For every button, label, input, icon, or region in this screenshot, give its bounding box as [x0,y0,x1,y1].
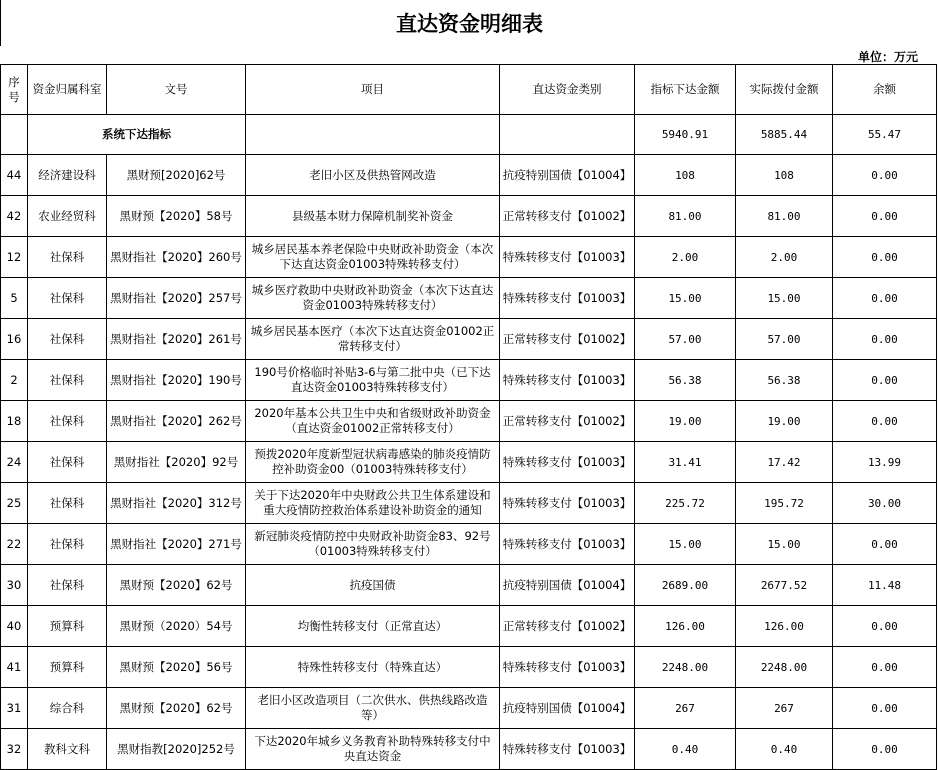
cell-no: 32 [1,729,28,770]
cell-balance: 30.00 [833,483,937,524]
cell-category: 特殊转移支付【01003】 [500,647,635,688]
summary-blank [1,115,28,155]
cell-item: 抗疫国债 [246,565,500,606]
cell-doc: 黑财指社【2020】260号 [107,237,246,278]
cell-category: 正常转移支付【01002】 [500,196,635,237]
cell-balance: 0.00 [833,237,937,278]
cell-balance: 0.00 [833,196,937,237]
cell-paid: 57.00 [736,319,833,360]
cell-item: 老旧小区及供热管网改造 [246,155,500,196]
cell-issued: 56.38 [635,360,736,401]
cell-item: 均衡性转移支付（正常直达） [246,606,500,647]
cell-dept: 经济建设科 [28,155,107,196]
cell-item: 老旧小区改造项目（二次供水、供热线路改造等） [246,688,500,729]
cell-dept: 社保科 [28,237,107,278]
header-item: 项目 [246,65,500,115]
cell-issued: 225.72 [635,483,736,524]
table-row [1,237,937,278]
cell-doc: 黑财预（2020）54号 [107,606,246,647]
cell-no: 5 [1,278,28,319]
cell-issued: 2.00 [635,237,736,278]
cell-balance: 0.00 [833,647,937,688]
cell-no: 31 [1,688,28,729]
table-row [1,606,937,647]
cell-category: 抗疫特别国债【01004】 [500,688,635,729]
cell-category: 特殊转移支付【01003】 [500,483,635,524]
cell-balance: 0.00 [833,401,937,442]
cell-doc: 黑财预【2020】62号 [107,565,246,606]
cell-category: 特殊转移支付【01003】 [500,524,635,565]
cell-doc: 黑财指社【2020】257号 [107,278,246,319]
cell-doc: 黑财指社【2020】261号 [107,319,246,360]
cell-dept: 社保科 [28,524,107,565]
header-no: 序号 [1,65,28,115]
cell-item: 190号价格临时补贴3-6与第二批中央（已下达直达资金01003特殊转移支付） [246,360,500,401]
header-paid: 实际拨付金额 [736,65,833,115]
cell-no: 24 [1,442,28,483]
funds-table [0,64,937,770]
table-row [1,647,937,688]
cell-issued: 2248.00 [635,647,736,688]
cell-balance: 13.99 [833,442,937,483]
cell-no: 2 [1,360,28,401]
cell-balance: 0.00 [833,524,937,565]
summary-category-blank [500,115,635,155]
table-row [1,401,937,442]
cell-no: 25 [1,483,28,524]
cell-doc: 黑财指社【2020】190号 [107,360,246,401]
table-row [1,319,937,360]
cell-no: 12 [1,237,28,278]
cell-issued: 2689.00 [635,565,736,606]
cell-doc: 黑财指教[2020]252号 [107,729,246,770]
cell-paid: 17.42 [736,442,833,483]
cell-doc: 黑财指社【2020】312号 [107,483,246,524]
cell-category: 特殊转移支付【01003】 [500,278,635,319]
table-row [1,688,937,729]
cell-paid: 195.72 [736,483,833,524]
header-dept: 资金归属科室 [28,65,107,115]
cell-item: 关于下达2020年中央财政公共卫生体系建设和重大疫情防控救治体系建设补助资金的通知 [246,483,500,524]
cell-dept: 社保科 [28,483,107,524]
cell-issued: 15.00 [635,278,736,319]
cell-paid: 126.00 [736,606,833,647]
table-row [1,442,937,483]
cell-item: 城乡居民基本养老保险中央财政补助资金（本次下达直达资金01003特殊转移支付） [246,237,500,278]
cell-category: 正常转移支付【01002】 [500,319,635,360]
cell-dept: 社保科 [28,565,107,606]
cell-doc: 黑财指社【2020】92号 [107,442,246,483]
cell-paid: 81.00 [736,196,833,237]
cell-doc: 黑财预【2020】56号 [107,647,246,688]
cell-category: 抗疫特别国债【01004】 [500,155,635,196]
cell-no: 40 [1,606,28,647]
cell-balance: 0.00 [833,155,937,196]
cell-no: 22 [1,524,28,565]
cell-doc: 黑财预【2020】62号 [107,688,246,729]
cell-item: 城乡居民基本医疗（本次下达直达资金01002正常转移支付） [246,319,500,360]
cell-item: 特殊性转移支付（特殊直达） [246,647,500,688]
cell-category: 特殊转移支付【01003】 [500,237,635,278]
cell-paid: 0.40 [736,729,833,770]
cell-paid: 56.38 [736,360,833,401]
summary-row [1,115,937,155]
cell-category: 正常转移支付【01002】 [500,401,635,442]
cell-dept: 教科文科 [28,729,107,770]
cell-item: 2020年基本公共卫生中央和省级财政补助资金（直达资金01002正常转移支付） [246,401,500,442]
cell-balance: 11.48 [833,565,937,606]
cell-balance: 0.00 [833,360,937,401]
table-row [1,565,937,606]
header-issued: 指标下达金额 [635,65,736,115]
cell-category: 特殊转移支付【01003】 [500,729,635,770]
cell-issued: 15.00 [635,524,736,565]
table-row [1,278,937,319]
cell-category: 特殊转移支付【01003】 [500,360,635,401]
cell-issued: 19.00 [635,401,736,442]
table-row [1,155,937,196]
cell-dept: 社保科 [28,401,107,442]
cell-issued: 108 [635,155,736,196]
cell-paid: 15.00 [736,278,833,319]
summary-item-blank [246,115,500,155]
cell-paid: 19.00 [736,401,833,442]
cell-paid: 2.00 [736,237,833,278]
cell-balance: 0.00 [833,729,937,770]
summary-issued: 5940.91 [635,115,736,155]
summary-balance: 55.47 [833,115,937,155]
cell-paid: 15.00 [736,524,833,565]
cell-issued: 0.40 [635,729,736,770]
cell-item: 县级基本财力保障机制奖补资金 [246,196,500,237]
unit-label: 单位：万元 [857,50,918,64]
page-title: 直达资金明细表 [0,0,938,46]
cell-paid: 108 [736,155,833,196]
cell-no: 30 [1,565,28,606]
cell-doc: 黑财预[2020]62号 [107,155,246,196]
cell-no: 42 [1,196,28,237]
table-row [1,524,937,565]
cell-dept: 社保科 [28,319,107,360]
cell-issued: 267 [635,688,736,729]
cell-paid: 2677.52 [736,565,833,606]
cell-paid: 2248.00 [736,647,833,688]
cell-issued: 126.00 [635,606,736,647]
cell-issued: 57.00 [635,319,736,360]
cell-item: 新冠肺炎疫情防控中央财政补助资金83、92号（01003特殊转移支付） [246,524,500,565]
cell-dept: 农业经贸科 [28,196,107,237]
cell-item: 预拨2020年度新型冠状病毒感染的肺炎疫情防控补助资金00（01003特殊转移支付） [246,442,500,483]
cell-dept: 综合科 [28,688,107,729]
cell-dept: 社保科 [28,442,107,483]
cell-issued: 81.00 [635,196,736,237]
table-row [1,360,937,401]
cell-no: 16 [1,319,28,360]
cell-balance: 0.00 [833,688,937,729]
cell-balance: 0.00 [833,606,937,647]
table-row [1,729,937,770]
cell-dept: 预算科 [28,647,107,688]
cell-item: 下达2020年城乡义务教育补助特殊转移支付中央直达资金 [246,729,500,770]
cell-doc: 黑财指社【2020】262号 [107,401,246,442]
cell-dept: 社保科 [28,360,107,401]
table-row [1,196,937,237]
cell-category: 正常转移支付【01002】 [500,606,635,647]
cell-dept: 预算科 [28,606,107,647]
cell-no: 18 [1,401,28,442]
header-row [1,65,937,115]
table-row [1,483,937,524]
cell-balance: 0.00 [833,319,937,360]
cell-category: 特殊转移支付【01003】 [500,442,635,483]
summary-paid: 5885.44 [736,115,833,155]
cell-category: 抗疫特别国债【01004】 [500,565,635,606]
cell-doc: 黑财指社【2020】271号 [107,524,246,565]
header-category: 直达资金类别 [500,65,635,115]
cell-dept: 社保科 [28,278,107,319]
cell-doc: 黑财预【2020】58号 [107,196,246,237]
cell-no: 44 [1,155,28,196]
header-doc: 文号 [107,65,246,115]
cell-no: 41 [1,647,28,688]
cell-balance: 0.00 [833,278,937,319]
cell-paid: 267 [736,688,833,729]
cell-item: 城乡医疗救助中央财政补助资金（本次下达直达资金01003特殊转移支付） [246,278,500,319]
summary-label: 系统下达指标 [28,115,246,155]
header-balance: 余额 [833,65,937,115]
cell-issued: 31.41 [635,442,736,483]
